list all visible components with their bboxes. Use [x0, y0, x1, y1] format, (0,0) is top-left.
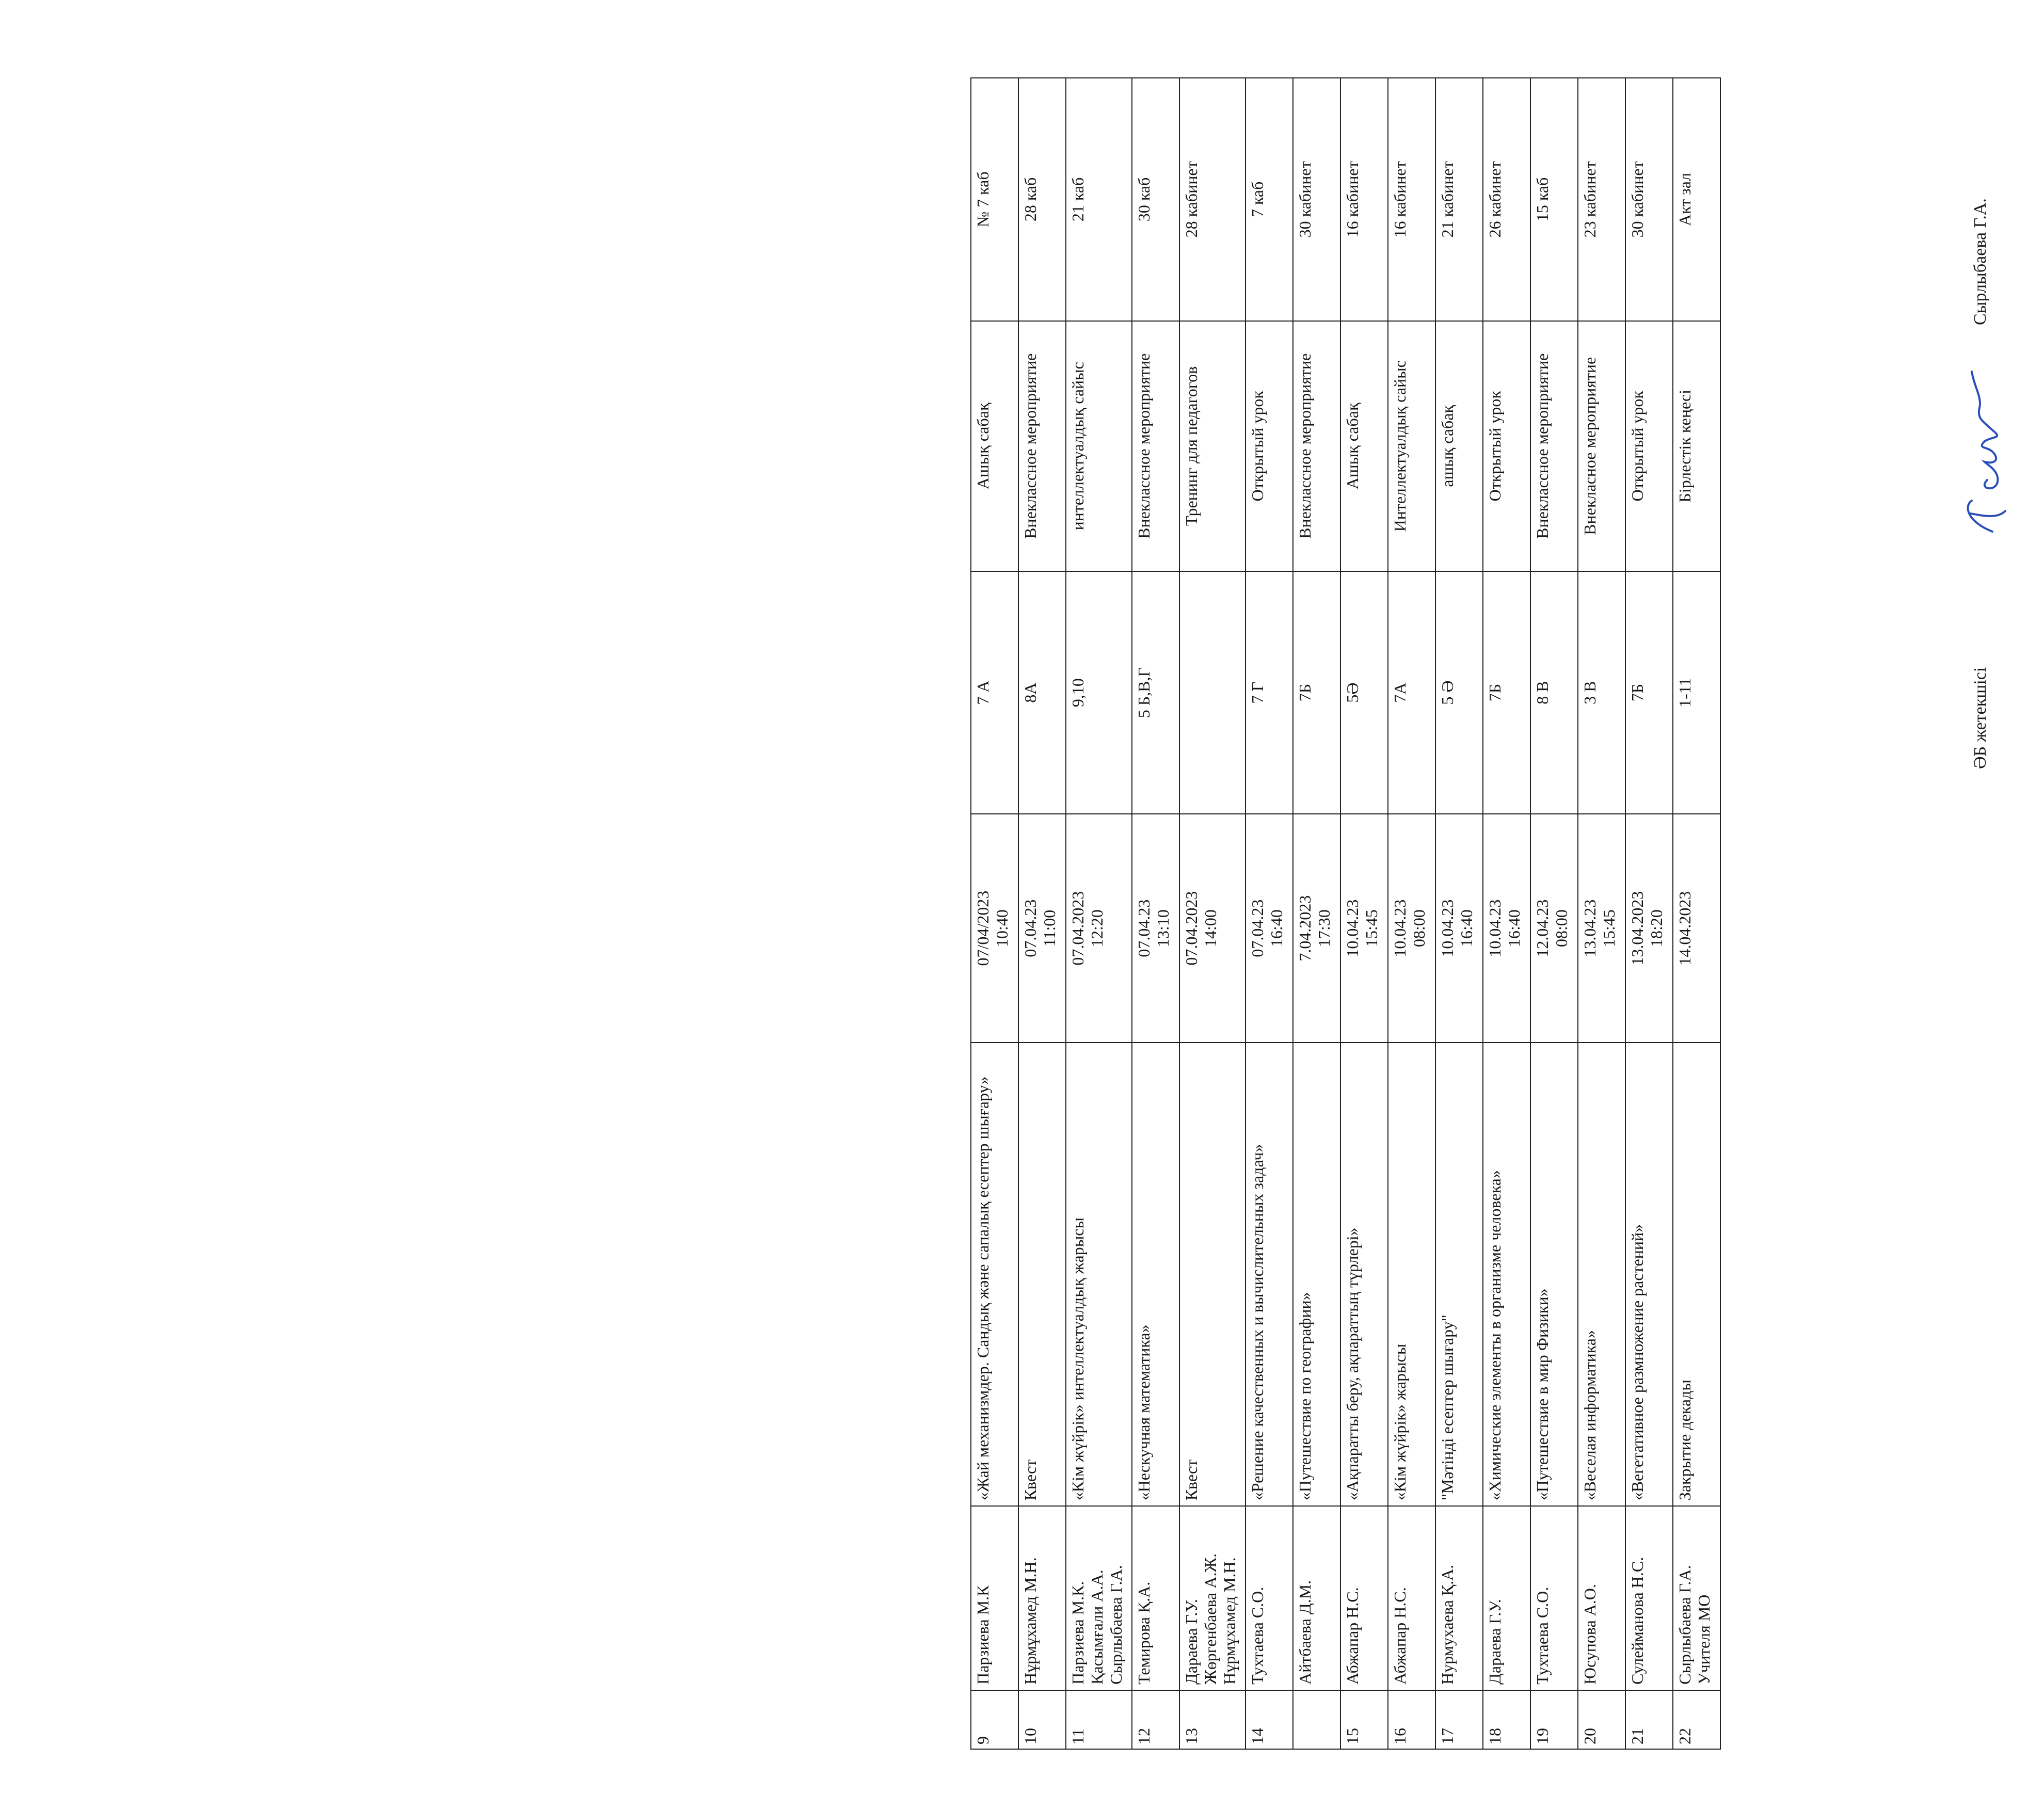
table-row	[1245, 78, 1293, 1749]
lead-label: ӘБ жетекшісі	[1971, 667, 1990, 769]
class-cell: 7Б	[1625, 571, 1673, 814]
row-number: 9	[971, 1690, 1018, 1749]
teacher-cell: Парзиева М.К	[971, 1506, 1018, 1690]
form-cell: Тренинг для педагогов	[1179, 321, 1245, 571]
time-text: 10:40	[992, 909, 1011, 948]
form-cell: Открытый урок	[1625, 321, 1673, 571]
datetime-cell	[1673, 814, 1720, 1042]
topic-cell: «Веселая информатика»	[1578, 1043, 1625, 1507]
form-cell: Ашық сабақ	[1340, 321, 1388, 571]
date-text: 07.04.23	[1021, 899, 1040, 957]
date-text: 07.04.23	[1248, 899, 1267, 957]
form-cell: ашық сабақ	[1435, 321, 1483, 571]
row-number: 14	[1245, 1690, 1293, 1749]
room-cell: 16 кабинет	[1388, 78, 1435, 321]
row-number	[1293, 1690, 1340, 1749]
table-row	[1673, 78, 1720, 1749]
class-cell: 7А	[1388, 571, 1435, 814]
table-row	[1066, 78, 1132, 1749]
form-cell: интеллектуалдық сайыс	[1066, 321, 1132, 571]
form-cell: Интеллектуалдық сайыс	[1388, 321, 1435, 571]
teacher-cell: Нурмухаева Қ.А.	[1435, 1506, 1483, 1690]
date-text: 10.04.23	[1438, 899, 1457, 957]
teacher-cell: Тухтаева С.О.	[1245, 1506, 1293, 1690]
table-row	[1578, 78, 1625, 1749]
room-cell: 21 каб	[1066, 78, 1132, 321]
class-cell	[1179, 571, 1245, 814]
class-cell: 5 Б,В,Г	[1132, 571, 1179, 814]
table-row	[1018, 78, 1066, 1749]
teacher-cell: Сырлыбаева Г.А. Учителя МО	[1673, 1506, 1720, 1690]
teacher-cell: Абжапар Н.С.	[1388, 1506, 1435, 1690]
datetime-cell	[1530, 814, 1578, 1042]
room-cell: 15 каб	[1530, 78, 1578, 321]
form-cell: Внеклассное мероприятие	[1018, 321, 1066, 571]
topic-cell: Квест	[1179, 1043, 1245, 1507]
class-cell: 9,10	[1066, 571, 1132, 814]
row-number: 19	[1530, 1690, 1578, 1749]
topic-cell: «Путешествие по географии»	[1293, 1043, 1340, 1507]
topic-cell: «Ақпаратты беру, ақпараттың түрлері»	[1340, 1043, 1388, 1507]
form-cell: Ашық сабақ	[971, 321, 1018, 571]
teacher-cell: Айтбаева Д.М.	[1293, 1506, 1340, 1690]
room-cell: 30 каб	[1132, 78, 1179, 321]
row-number: 22	[1673, 1690, 1720, 1749]
teacher-cell: Парзиева М.К. Қасымғали А.А. Сырлыбаева Г.А.	[1066, 1506, 1132, 1690]
rotated-page	[970, 57, 2044, 1750]
room-cell: 7 каб	[1245, 78, 1293, 321]
signature-block	[1961, 98, 2008, 769]
form-cell: Внеклассное мероприятие	[1132, 321, 1179, 571]
datetime-cell	[1388, 814, 1435, 1042]
table-row	[1132, 78, 1179, 1749]
class-cell: 8А	[1018, 571, 1066, 814]
table-row	[1340, 78, 1388, 1749]
datetime-cell	[1018, 814, 1066, 1042]
topic-cell: Закрытие декады	[1673, 1043, 1720, 1507]
date-text: 13.04.23	[1580, 899, 1599, 957]
date-text: 10.04.23	[1486, 899, 1504, 957]
teacher-cell: Темирова Қ.А.	[1132, 1506, 1179, 1690]
time-text: 15:45	[1362, 909, 1381, 948]
time-text: 17:30	[1314, 909, 1333, 948]
date-text: 7.04.2023	[1296, 895, 1314, 962]
time-text: 13:10	[1153, 909, 1172, 948]
teacher-cell: Сулейманова Н.С.	[1625, 1506, 1673, 1690]
class-cell: 8 В	[1530, 571, 1578, 814]
table-row	[971, 78, 1018, 1749]
row-number: 15	[1340, 1690, 1388, 1749]
topic-cell: «Жай механизмдер. Сандық және сапалық есептер шығару»	[971, 1043, 1018, 1507]
class-cell: 7Б	[1293, 571, 1340, 814]
form-cell: Бірлестік кеңесі	[1673, 321, 1720, 571]
row-number: 10	[1018, 1690, 1066, 1749]
datetime-cell	[971, 814, 1018, 1042]
schedule-body	[971, 78, 1720, 1749]
teacher-cell: Абжапар Н.С.	[1340, 1506, 1388, 1690]
table-row	[1388, 78, 1435, 1749]
table-row	[1435, 78, 1483, 1749]
datetime-cell	[1179, 814, 1245, 1042]
topic-cell: «Кім жүйрік» жарысы	[1388, 1043, 1435, 1507]
form-cell: Открытый урок	[1245, 321, 1293, 571]
topic-cell: «Кім жүйрік» интеллектуалдық жарысы	[1066, 1043, 1132, 1507]
date-text: 10.04.23	[1343, 899, 1362, 957]
date-text: 12.04.23	[1533, 899, 1552, 957]
form-cell: Открытый урок	[1483, 321, 1530, 571]
row-number: 21	[1625, 1690, 1673, 1749]
class-cell: 7 Г	[1245, 571, 1293, 814]
form-cell: Внеклассное мероприятие	[1530, 321, 1578, 571]
date-text: 07/04/2023	[973, 890, 992, 966]
teacher-cell: Дараева Г.У. Жөргенбаева А.Ж. Нұрмұхамед М.Н.	[1179, 1506, 1245, 1690]
datetime-cell	[1578, 814, 1625, 1042]
form-cell: Внеклассное мероприятие	[1293, 321, 1340, 571]
topic-cell: «Решение качественных и вычислительных задач»	[1245, 1043, 1293, 1507]
datetime-cell	[1245, 814, 1293, 1042]
table-row	[1483, 78, 1530, 1749]
topic-cell: Квест	[1018, 1043, 1066, 1507]
row-number: 17	[1435, 1690, 1483, 1749]
room-cell: 28 каб	[1018, 78, 1066, 321]
row-number: 18	[1483, 1690, 1530, 1749]
date-text: 14.04.2023	[1675, 891, 1694, 966]
room-cell: Акт зал	[1673, 78, 1720, 321]
time-text: 08:00	[1552, 909, 1571, 948]
room-cell: № 7 каб	[971, 78, 1018, 321]
room-cell: 21 кабинет	[1435, 78, 1483, 321]
date-text: 10.04.23	[1391, 899, 1409, 957]
room-cell: 30 кабинет	[1293, 78, 1340, 321]
table-row	[1625, 78, 1673, 1749]
handwritten-signature	[1956, 356, 2013, 542]
topic-cell: «Нескучная математика»	[1132, 1043, 1179, 1507]
room-cell: 28 кабинет	[1179, 78, 1245, 321]
form-cell: Внекласное мероприятие	[1578, 321, 1625, 571]
datetime-cell	[1132, 814, 1179, 1042]
table-row	[1179, 78, 1245, 1749]
topic-cell: "Мәтінді есептер шығару"	[1435, 1043, 1483, 1507]
date-text: 07.04.23	[1135, 899, 1153, 957]
date-text: 13.04.2023	[1628, 891, 1647, 966]
topic-cell: «Химические элементы в организме человека»	[1483, 1043, 1530, 1507]
room-cell: 16 кабинет	[1340, 78, 1388, 321]
teacher-cell: Нұрмұхамед М.Н.	[1018, 1506, 1066, 1690]
teacher-cell: Юсупова А.О.	[1578, 1506, 1625, 1690]
table-row	[1293, 78, 1340, 1749]
datetime-cell	[1625, 814, 1673, 1042]
time-text: 18:20	[1647, 909, 1666, 948]
row-number: 13	[1179, 1690, 1245, 1749]
lead-name: Сырлыбаева Г.А.	[1971, 198, 1990, 325]
datetime-cell	[1293, 814, 1340, 1042]
teacher-cell: Тухтаева С.О.	[1530, 1506, 1578, 1690]
room-cell: 30 кабинет	[1625, 78, 1673, 321]
class-cell: 7 А	[971, 571, 1018, 814]
time-text: 12:20	[1087, 909, 1106, 948]
schedule-table	[970, 77, 1721, 1750]
topic-cell: «Вегетативное размножение растений»	[1625, 1043, 1673, 1507]
datetime-cell	[1340, 814, 1388, 1042]
row-number: 20	[1578, 1690, 1625, 1749]
time-text: 16:40	[1267, 909, 1286, 948]
class-cell: 7Б	[1483, 571, 1530, 814]
row-number: 12	[1132, 1690, 1179, 1749]
row-number: 11	[1066, 1690, 1132, 1749]
time-text: 14:00	[1201, 909, 1220, 948]
datetime-cell	[1066, 814, 1132, 1042]
time-text: 15:45	[1599, 909, 1618, 948]
class-cell: 1-11	[1673, 571, 1720, 814]
topic-cell: «Путешествие в мир Физики»	[1530, 1043, 1578, 1507]
room-cell: 26 кабинет	[1483, 78, 1530, 321]
datetime-cell	[1483, 814, 1530, 1042]
date-text: 07.04.2023	[1068, 891, 1087, 966]
time-text: 11:00	[1040, 909, 1059, 947]
class-cell: 3 В	[1578, 571, 1625, 814]
teacher-cell: Дараева Г.У.	[1483, 1506, 1530, 1690]
table-row	[1530, 78, 1578, 1749]
room-cell: 23 кабинет	[1578, 78, 1625, 321]
time-text: 08:00	[1409, 909, 1428, 948]
date-text: 07.04.2023	[1182, 891, 1201, 966]
row-number: 16	[1388, 1690, 1435, 1749]
datetime-cell	[1435, 814, 1483, 1042]
class-cell: 5Ә	[1340, 571, 1388, 814]
time-text: 16:40	[1457, 909, 1476, 948]
class-cell: 5 Ә	[1435, 571, 1483, 814]
time-text: 16:40	[1504, 909, 1523, 948]
